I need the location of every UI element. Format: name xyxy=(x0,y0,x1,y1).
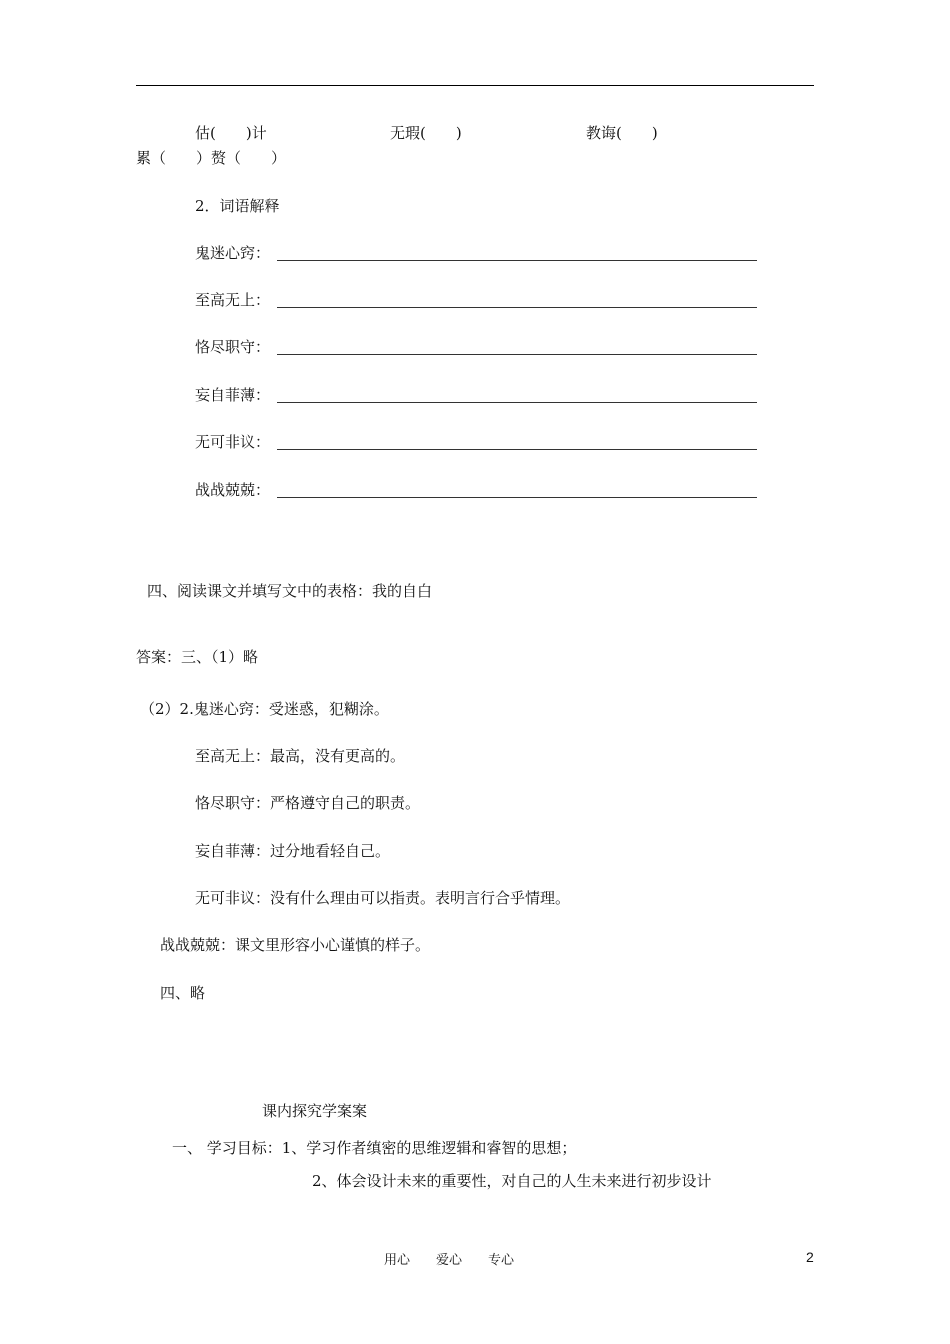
vocab-row xyxy=(195,384,757,406)
answer-line: 妄自菲薄：过分地看轻自己。 xyxy=(195,842,391,860)
section-4-title: 四、阅读课文并填写文中的表格：我的自白 xyxy=(147,582,433,600)
vocab-term: 鬼迷心窍： xyxy=(195,244,271,262)
answer-blank-line[interactable] xyxy=(277,354,757,355)
vocab-row xyxy=(195,479,757,501)
header-rule xyxy=(136,85,814,86)
vocab-term: 无可非议： xyxy=(195,433,271,451)
answer-blank-line[interactable] xyxy=(277,497,757,498)
inquiry-title: 课内探究学案案 xyxy=(262,1102,368,1120)
answer-blank-line[interactable] xyxy=(277,260,757,261)
footer-motto: 用心 爱心 专心 xyxy=(384,1253,515,1268)
answer-line: 无可非议：没有什么理由可以指责。表明言行合乎情理。 xyxy=(195,889,571,907)
answer-blank-line[interactable] xyxy=(277,307,757,308)
answer-blank-line[interactable] xyxy=(277,449,757,450)
answer-line: 四、略 xyxy=(160,984,206,1002)
pinyin-item-leizhui: 累（ ）赘（ ） xyxy=(136,149,287,167)
vocab-row xyxy=(195,336,757,358)
vocab-term: 恪尽职守： xyxy=(195,338,271,356)
vocab-term: 至高无上： xyxy=(195,291,271,309)
vocab-term: 战战兢兢： xyxy=(195,481,271,499)
learning-goal-2: 2、体会设计未来的重要性，对自己的人生未来进行初步设计 xyxy=(312,1172,712,1190)
answer-line: （2）2.鬼迷心窍：受迷惑，犯糊涂。 xyxy=(140,700,389,718)
section-2-title: 2．词语解释 xyxy=(195,197,280,215)
page-number: 2 xyxy=(806,1249,814,1265)
vocab-term: 妄自菲薄： xyxy=(195,386,271,404)
learning-goal-1: 一、 学习目标：1、学习作者缜密的思维逻辑和睿智的思想； xyxy=(172,1139,577,1157)
answer-line: 恪尽职守：严格遵守自己的职责。 xyxy=(195,794,421,812)
pinyin-item-guji: 估( )计 xyxy=(195,124,267,142)
answer-line: 战战兢兢：课文里形容小心谨慎的样子。 xyxy=(160,936,431,954)
vocab-row xyxy=(195,242,757,264)
answer-blank-line[interactable] xyxy=(277,402,757,403)
pinyin-item-jiaohui: 教诲( ) xyxy=(586,124,658,142)
pinyin-item-wuxia: 无瑕( ) xyxy=(390,124,462,142)
answer-line: 至高无上：最高，没有更高的。 xyxy=(195,747,406,765)
vocab-row xyxy=(195,289,757,311)
answers-heading: 答案：三、（1）略 xyxy=(136,648,259,666)
vocab-row xyxy=(195,431,757,453)
